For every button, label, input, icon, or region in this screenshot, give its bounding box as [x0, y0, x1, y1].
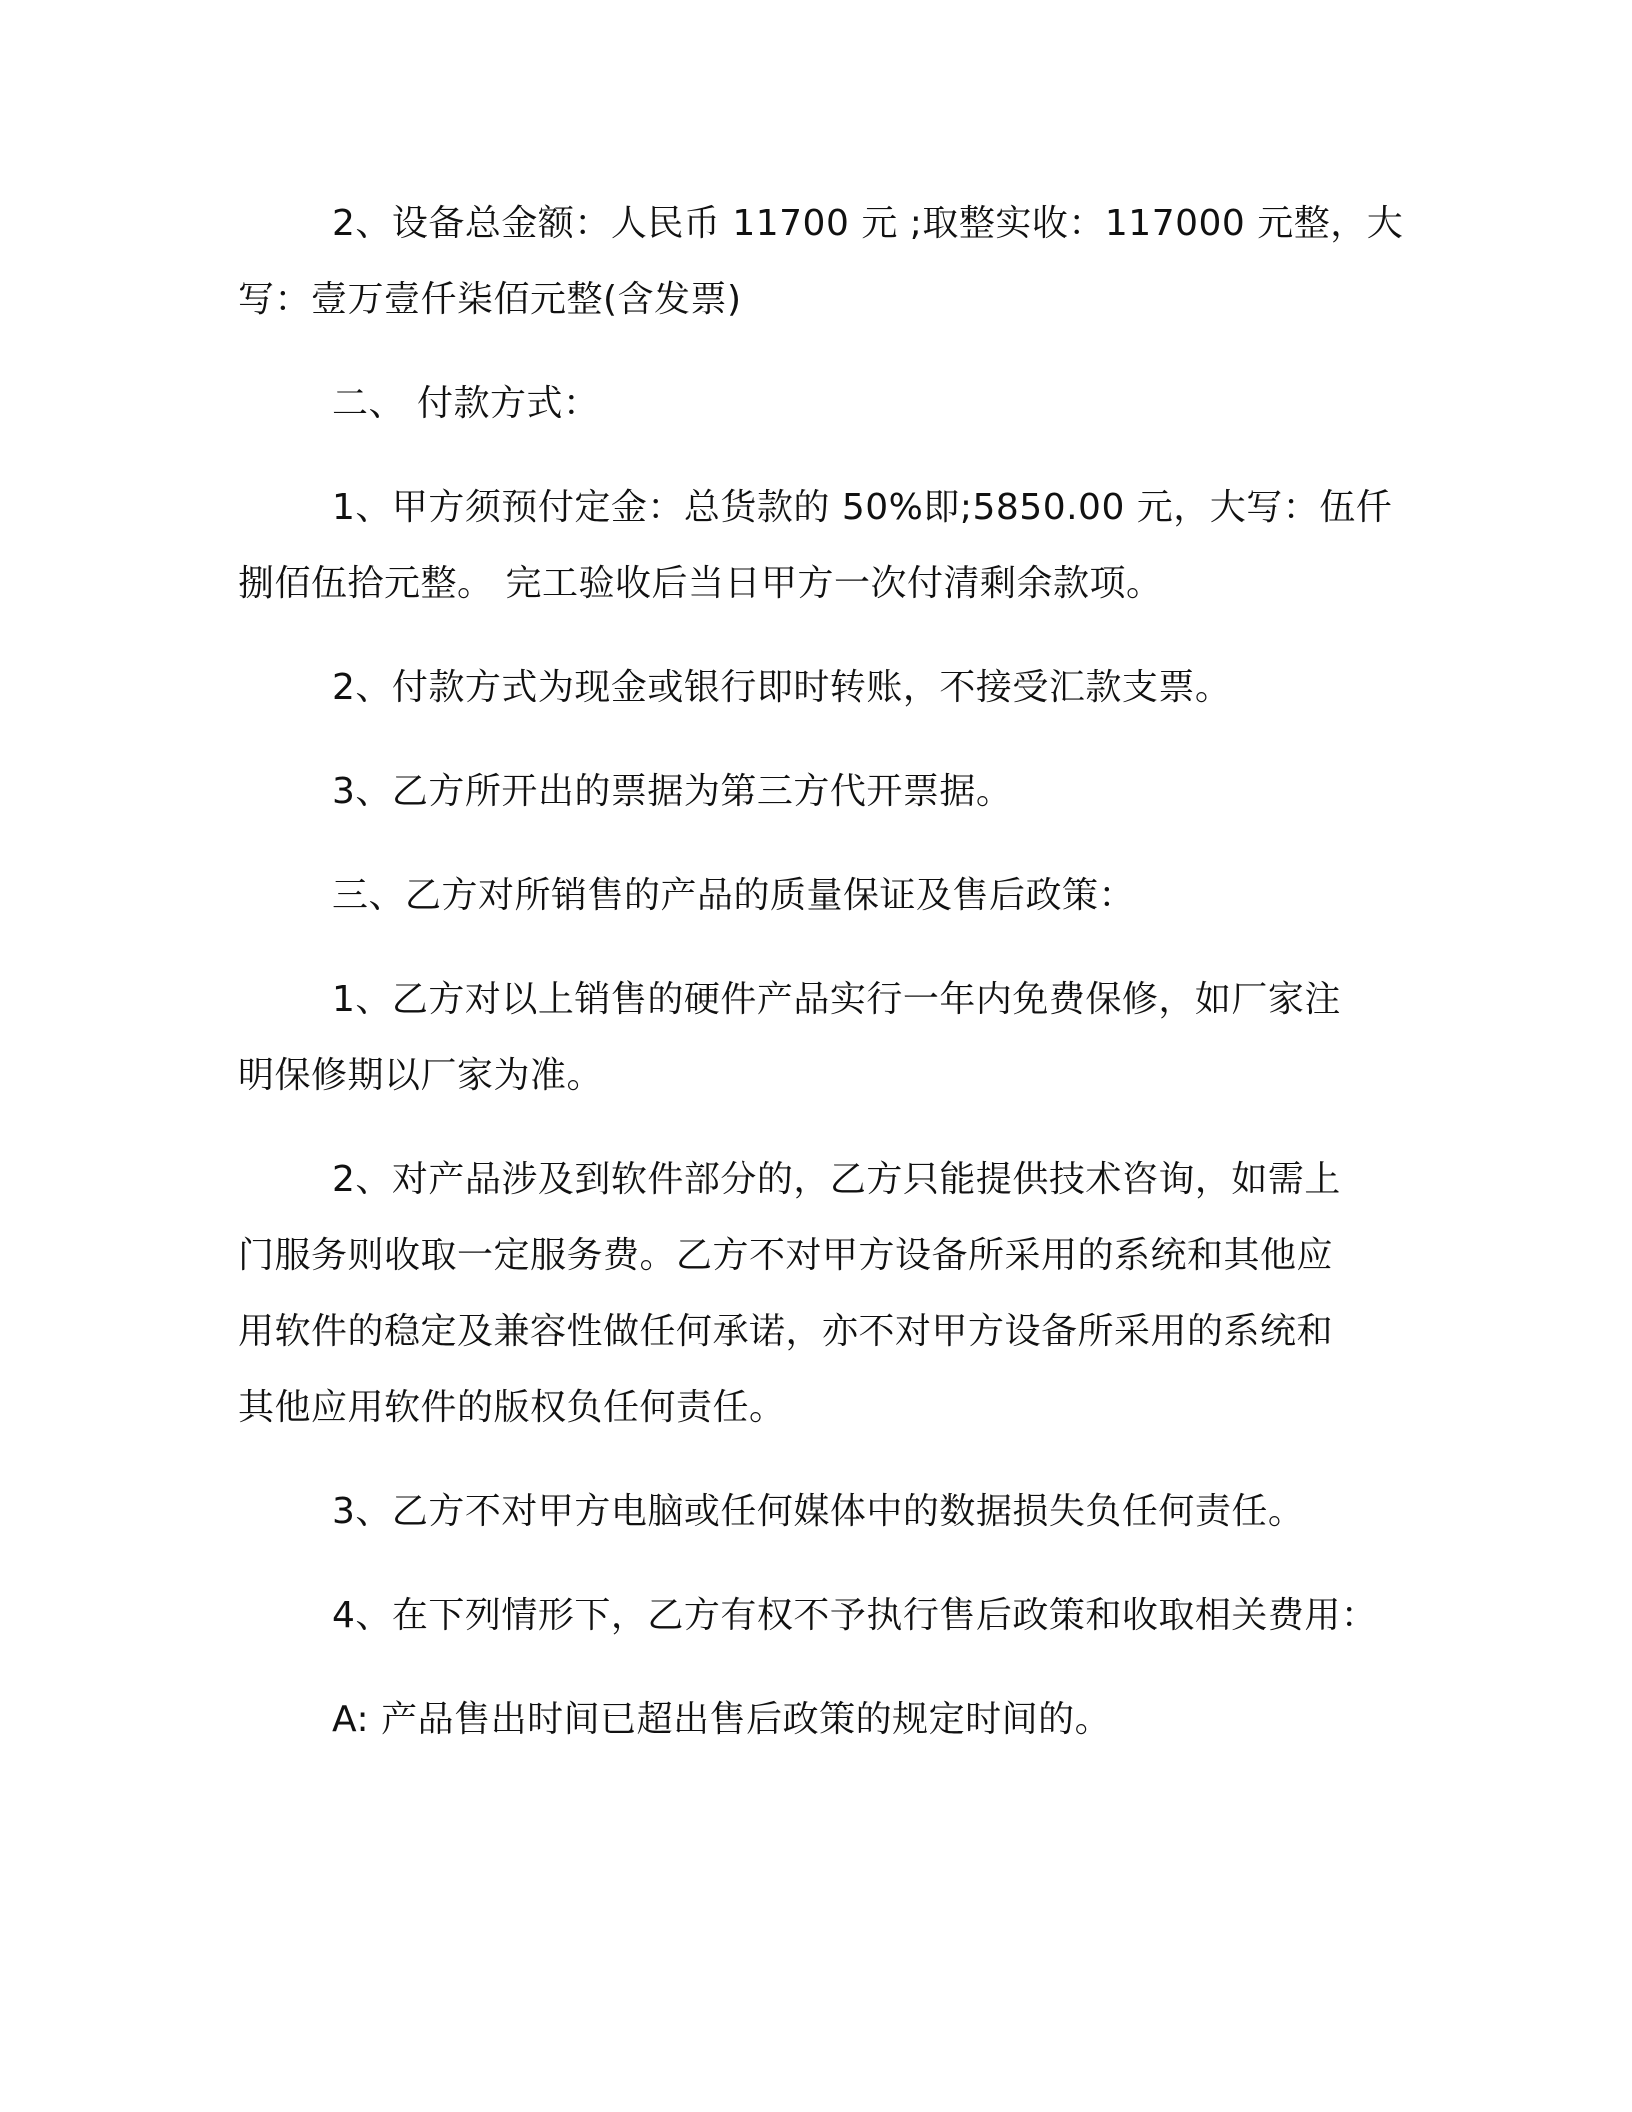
text-line: 明保修期以厂家为准。 — [238, 1055, 604, 1096]
text-line: 捌佰伍拾元整。 完工验收后当日甲方一次付清剩余款项。 — [238, 563, 1163, 604]
text-line: 三、乙方对所销售的产品的质量保证及售后政策： — [332, 875, 1136, 916]
section-heading-payment — [238, 366, 1388, 442]
text-line: 4、在下列情形下，乙方有权不予执行售后政策和收取相关费用： — [332, 1595, 1378, 1636]
text-line: 1、甲方须预付定金：总货款的 50%即;5850.00 元，大写：伍仟 — [332, 487, 1393, 528]
text-line: 二、 付款方式： — [332, 383, 600, 424]
text-line: 2、设备总金额：人民币 11700 元 ;取整实收：117000 元整，大 — [332, 203, 1404, 244]
paragraph-payment-method — [238, 650, 1388, 726]
paragraph-data-loss — [238, 1474, 1388, 1550]
text-line: 1、乙方对以上销售的硬件产品实行一年内免费保修，如厂家注 — [332, 979, 1341, 1020]
paragraph-hardware-warranty — [238, 962, 1388, 1114]
section-heading-warranty — [238, 858, 1388, 934]
paragraph-exception-a — [238, 1682, 1388, 1758]
text-line: 2、付款方式为现金或银行即时转账，不接受汇款支票。 — [332, 667, 1232, 708]
text-line: 用软件的稳定及兼容性做任何承诺，亦不对甲方设备所采用的系统和 — [238, 1311, 1334, 1352]
paragraph-deposit — [238, 470, 1393, 622]
text-line: 其他应用软件的版权负任何责任。 — [238, 1387, 786, 1428]
text-line: 2、对产品涉及到软件部分的，乙方只能提供技术咨询，如需上 — [332, 1159, 1341, 1200]
text-line: 门服务则收取一定服务费。乙方不对甲方设备所采用的系统和其他应 — [238, 1235, 1334, 1276]
text-line: A: 产品售出时间已超出售后政策的规定时间的。 — [332, 1699, 1112, 1740]
text-line: 3、乙方不对甲方电脑或任何媒体中的数据损失负任何责任。 — [332, 1491, 1305, 1532]
paragraph-equipment-total — [238, 186, 1404, 338]
text-line: 3、乙方所开出的票据为第三方代开票据。 — [332, 771, 1013, 812]
paragraph-exceptions — [238, 1578, 1388, 1654]
paragraph-invoice — [238, 754, 1388, 830]
paragraph-software-support — [238, 1142, 1388, 1446]
text-line: 写：壹万壹仟柒佰元整(含发票) — [238, 279, 742, 320]
document-body — [238, 186, 1404, 1758]
